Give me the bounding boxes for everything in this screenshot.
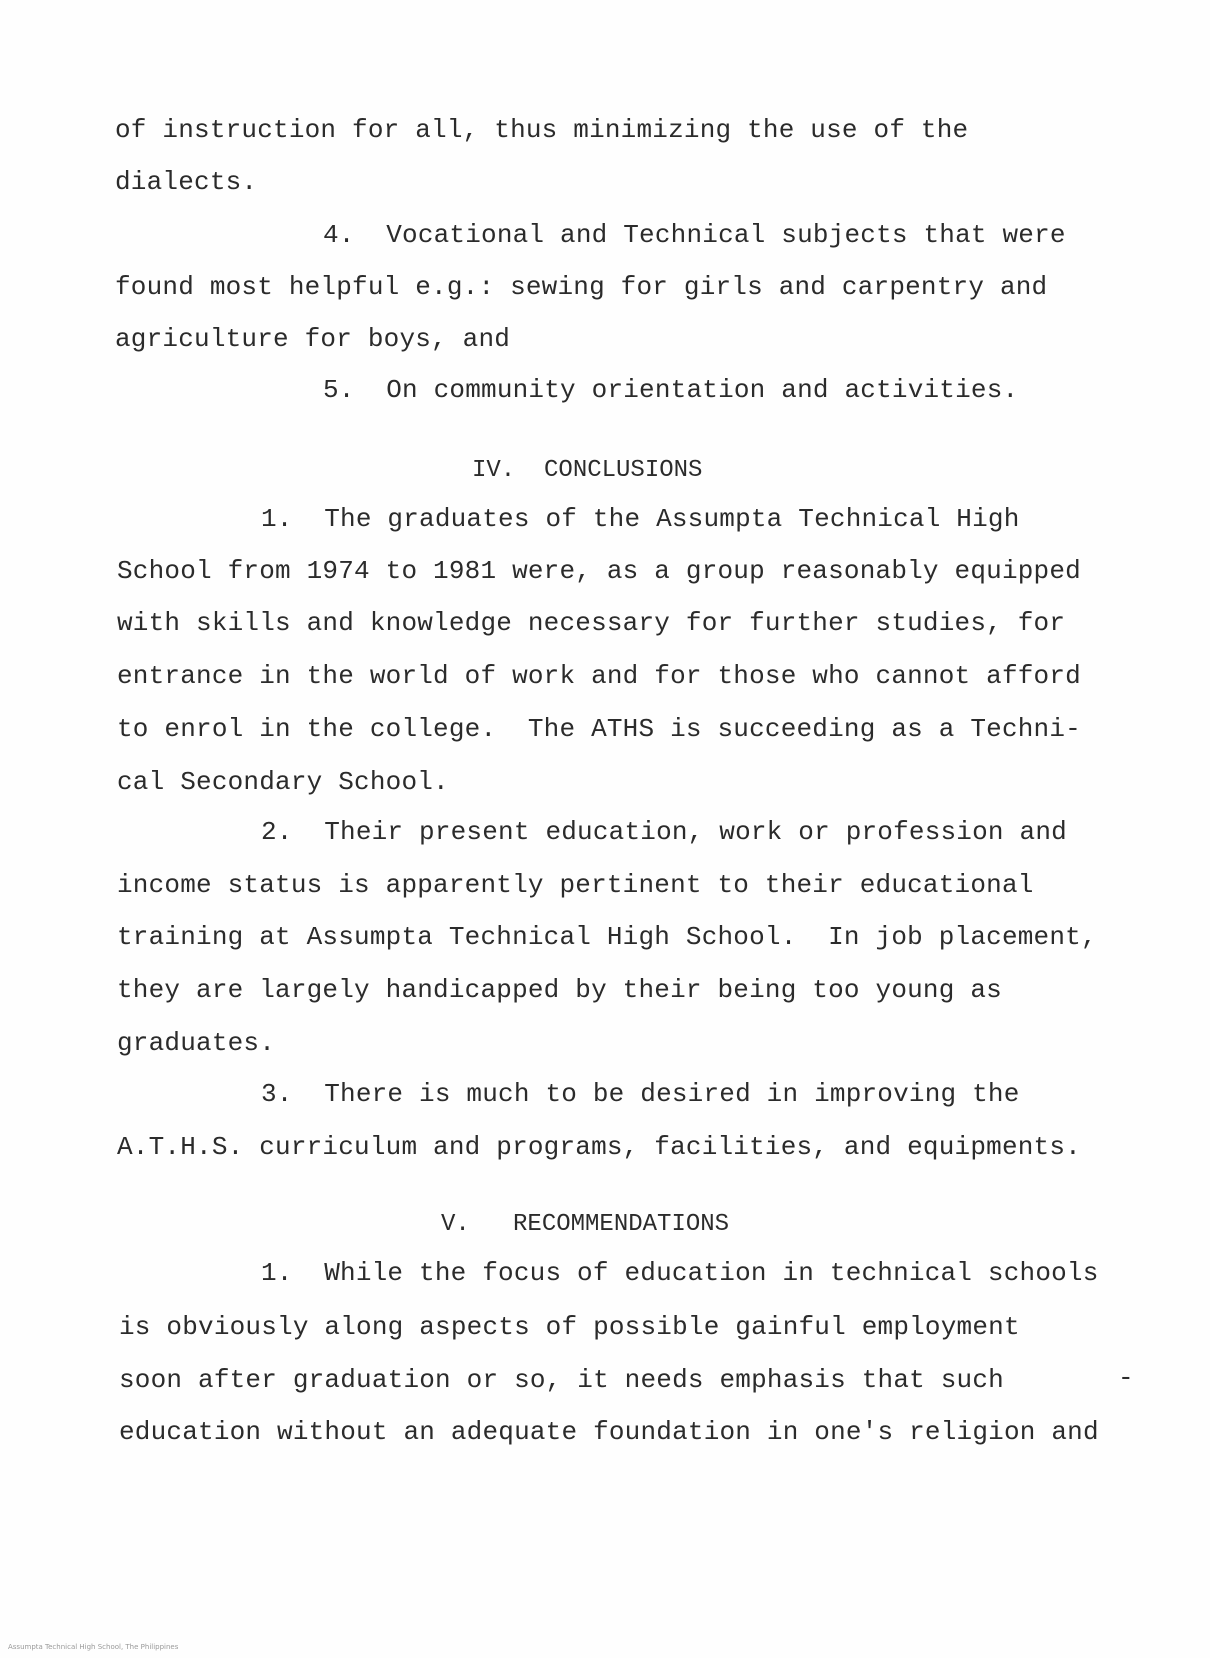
text-line: 5. On community orientation and activities. <box>323 375 1019 405</box>
section-heading-recommendations: V. RECOMMENDATIONS <box>441 1211 730 1238</box>
text-line: entrance in the world of work and for those who cannot afford <box>117 661 1081 691</box>
text-line: to enrol in the college. The ATHS is succeeding as a Techni- <box>117 714 1081 744</box>
text-line: training at Assumpta Technical High School. In job placement, <box>117 922 1097 952</box>
text-line: income status is apparently pertinent to their educational <box>117 870 1034 900</box>
text-line: soon after graduation or so, it needs emphasis that such <box>119 1365 1004 1395</box>
text-line: they are largely handicapped by their being too young as <box>117 975 1002 1005</box>
text-line: 3. There is much to be desired in improving the <box>261 1079 1020 1109</box>
section-heading-conclusions: IV. CONCLUSIONS <box>472 457 703 484</box>
text-line: School from 1974 to 1981 were, as a group reasonably equipped <box>117 556 1081 586</box>
text-line: A.T.H.S. curriculum and programs, facilities, and equipments. <box>117 1132 1081 1162</box>
scan-footer: Assumpta Technical High School, The Philippines <box>8 1643 179 1651</box>
text-line: 2. Their present education, work or profession and <box>261 817 1067 847</box>
text-line: 1. The graduates of the Assumpta Technical High <box>261 504 1020 534</box>
text-line: graduates. <box>117 1028 276 1058</box>
text-line: agriculture for boys, and <box>115 324 511 354</box>
text-line: education without an adequate foundation in one's religion and <box>119 1417 1099 1447</box>
text-line: 1. While the focus of education in technical schools <box>261 1258 1099 1288</box>
margin-dash: - <box>1118 1363 1134 1393</box>
text-line: dialects. <box>115 167 258 197</box>
text-line: cal Secondary School. <box>117 767 449 797</box>
text-line: is obviously along aspects of possible gainful employment <box>119 1312 1020 1342</box>
text-line: found most helpful e.g.: sewing for girls and carpentry and <box>115 272 1048 302</box>
text-line: 4. Vocational and Technical subjects that were <box>323 220 1066 250</box>
text-line: with skills and knowledge necessary for further studies, for <box>117 608 1066 638</box>
text-line: of instruction for all, thus minimizing the use of the <box>115 115 969 145</box>
